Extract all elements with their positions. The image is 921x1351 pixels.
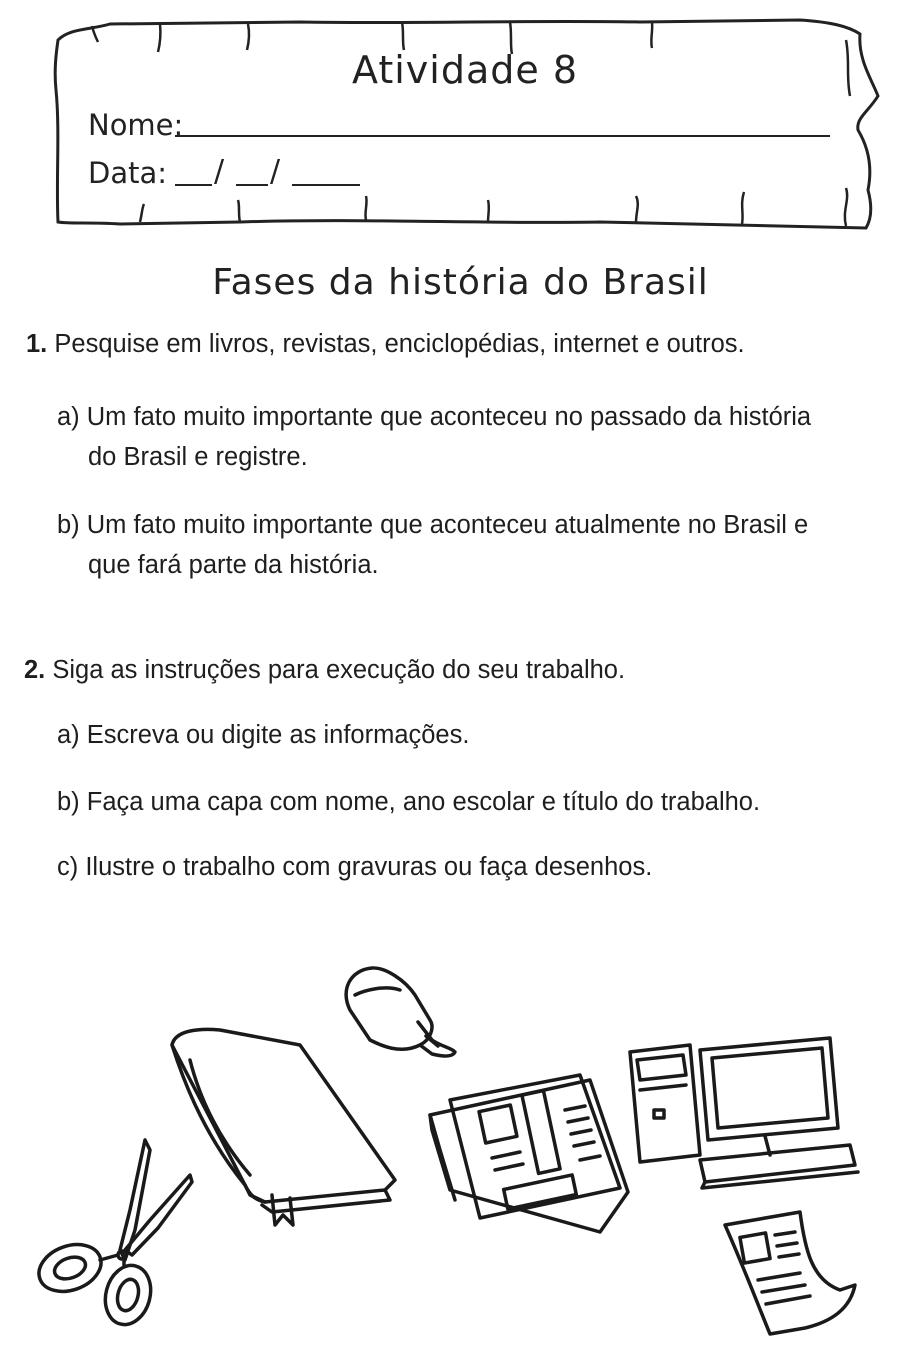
- question-number: 1.: [26, 330, 48, 358]
- item-line: a) Escreva ou digite as informações.: [57, 721, 470, 749]
- list-item: [57, 847, 652, 887]
- date-field[interactable]: [176, 156, 361, 186]
- date-separator: /: [214, 154, 225, 189]
- list-item: [57, 715, 469, 755]
- name-label: Nome:: [88, 108, 184, 142]
- list-item: [57, 782, 760, 822]
- newspaper-icon: [430, 1075, 628, 1232]
- book-icon: [172, 1029, 395, 1225]
- question-text: Pesquise em livros, revistas, enciclopédias, internet e outros.: [54, 330, 745, 358]
- scissors-icon: [32, 1140, 192, 1330]
- question-number: 2.: [24, 656, 46, 684]
- question-text: Siga as instruções para execução do seu trabalho.: [52, 656, 626, 684]
- question-1: [26, 324, 745, 364]
- list-item: [57, 505, 808, 585]
- item-line: b) Um fato muito importante que aconteceu atualmente no Brasil e: [57, 511, 809, 539]
- page-title: Fases da história do Brasil: [212, 262, 709, 303]
- computer-icon: [630, 1038, 858, 1188]
- item-line: c) Ilustre o trabalho com gravuras ou faça desenhos.: [57, 853, 653, 881]
- glue-bottle-icon: [346, 968, 455, 1056]
- item-line: b) Faça uma capa com nome, ano escolar e título do trabalho.: [57, 788, 761, 816]
- list-item: [57, 397, 811, 477]
- activity-title: Atividade 8: [352, 48, 578, 92]
- school-supplies-illustration: [0, 950, 921, 1350]
- item-line: que fará parte da história.: [88, 551, 379, 579]
- item-line: do Brasil e registre.: [88, 443, 308, 471]
- date-separator: /: [270, 154, 281, 189]
- name-field[interactable]: [176, 106, 830, 136]
- date-label: Data:: [88, 156, 168, 190]
- question-2: [24, 650, 625, 690]
- paper-sheet-icon: [725, 1212, 855, 1334]
- item-line: a) Um fato muito importante que aconteceu no passado da história: [57, 403, 812, 431]
